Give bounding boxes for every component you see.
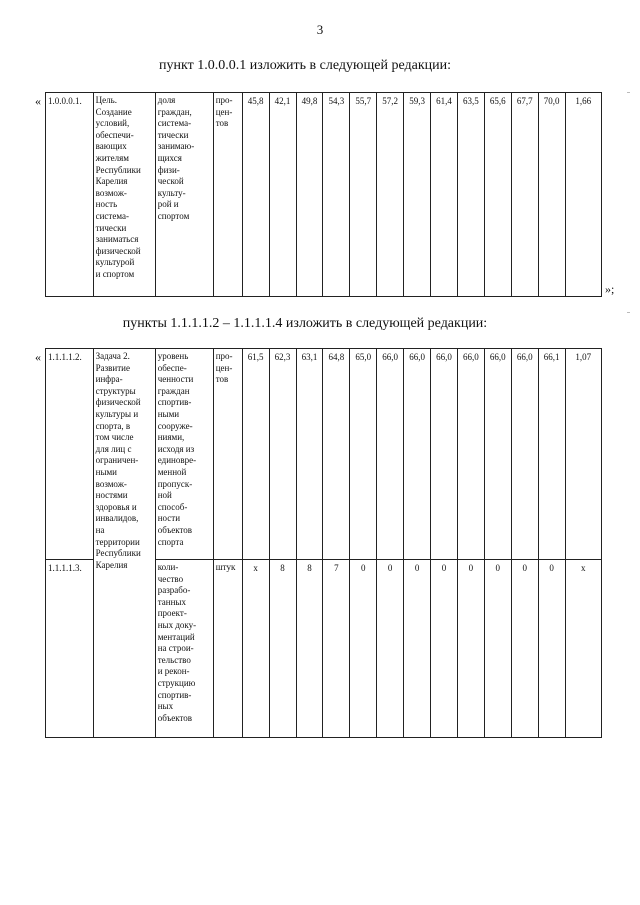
value-cell: 59,3 (404, 93, 431, 297)
value-cell: 42,1 (269, 93, 296, 297)
unit: штук (215, 562, 236, 572)
value-cell: 66,0 (484, 349, 511, 560)
value-cell: 49,8 (296, 93, 323, 297)
table-row (46, 93, 602, 297)
table-row (46, 349, 602, 560)
value-cell: 66,0 (377, 349, 404, 560)
goal-name: Цель. Создание условий, обеспечи- вающих жителям Республики Карелия возмож- ность система- тически заниматься физической культурой и спортом (95, 95, 141, 279)
unit: про- цен- тов (215, 95, 233, 129)
task-name-cell (93, 349, 155, 738)
unit-cell (213, 93, 242, 297)
value-cell: 1,07 (565, 349, 601, 560)
unit-cell (213, 349, 242, 560)
heading-points-1-1-1-1-2-to-4: пункты 1.1.1.1.2 – 1.1.1.1.4 изложить в следующей редакции: (122, 316, 488, 331)
opening-quote-1: « (35, 94, 41, 108)
value-cell: 54,3 (323, 93, 350, 297)
value-cell: 0 (457, 560, 484, 738)
row-code: 1.1.1.1.3. (46, 560, 94, 738)
opening-quote-2: « (35, 350, 41, 364)
indicator-cell (155, 560, 213, 738)
value-cell: 65,6 (484, 93, 511, 297)
margin-mark (627, 92, 630, 93)
table-task (45, 348, 602, 738)
value-cell: 0 (350, 560, 377, 738)
value-cell: 0 (484, 560, 511, 738)
value-cell: 8 (296, 560, 323, 738)
table-goal (45, 92, 602, 297)
value-cell: 0 (511, 560, 538, 738)
value-cell: 66,1 (538, 349, 565, 560)
value-cell: 0 (377, 560, 404, 738)
value-cell: 63,5 (457, 93, 484, 297)
indicator-cell (155, 349, 213, 560)
value-cell: 61,4 (431, 93, 458, 297)
margin-mark (627, 312, 630, 313)
value-cell: 66,0 (457, 349, 484, 560)
value-cell: 45,8 (242, 93, 269, 297)
row-code: 1.0.0.0.1. (46, 93, 94, 297)
value-cell: 66,0 (431, 349, 458, 560)
value-cell: 0 (431, 560, 458, 738)
value-cell: 65,0 (350, 349, 377, 560)
unit-cell (213, 560, 242, 738)
value-cell: 0 (404, 560, 431, 738)
indicator-cell (155, 93, 213, 297)
unit: про- цен- тов (215, 351, 233, 385)
value-cell: 66,0 (404, 349, 431, 560)
closing-quote-1: »; (605, 282, 615, 296)
value-cell: x (565, 560, 601, 738)
value-cell: 55,7 (350, 93, 377, 297)
value-cell: 63,1 (296, 349, 323, 560)
value-cell: 57,2 (377, 93, 404, 297)
indicator-name: коли- чество разрабо- танных проект- ных доку- ментаций на строи- тельство и рекон- струкцию спортив- ных объектов (157, 562, 197, 723)
value-cell: 62,3 (269, 349, 296, 560)
indicator-name: доля граждан, система- тически занимаю- щихся физи- ческой культу- рой и спортом (157, 95, 195, 221)
value-cell: 7 (323, 560, 350, 738)
value-cell: 66,0 (511, 349, 538, 560)
value-cell: 70,0 (538, 93, 565, 297)
value-cell: 0 (538, 560, 565, 738)
value-cell: 67,7 (511, 93, 538, 297)
value-cell: 1,66 (565, 93, 601, 297)
goal-name-cell (93, 93, 155, 297)
value-cell: 64,8 (323, 349, 350, 560)
heading-point-1-0-0-0-1: пункт 1.0.0.0.1 изложить в следующей редакции: (159, 58, 451, 73)
page-number: 3 (316, 22, 324, 37)
indicator-name: уровень обеспе- ченности граждан спортив- ными сооруже- ниями, исходя из единовре- менной пропуск- ной способ- ности объектов спорта (157, 351, 197, 547)
row-code: 1.1.1.1.2. (46, 349, 94, 560)
value-cell: x (242, 560, 269, 738)
task-name: Задача 2. Развитие инфра- структуры физической культуры и спорта, в том числе для лиц с ограничен- ными возмож- ностями здоровья и инвалидов, на территории Республики Карелия (95, 351, 141, 570)
value-cell: 8 (269, 560, 296, 738)
value-cell: 61,5 (242, 349, 269, 560)
